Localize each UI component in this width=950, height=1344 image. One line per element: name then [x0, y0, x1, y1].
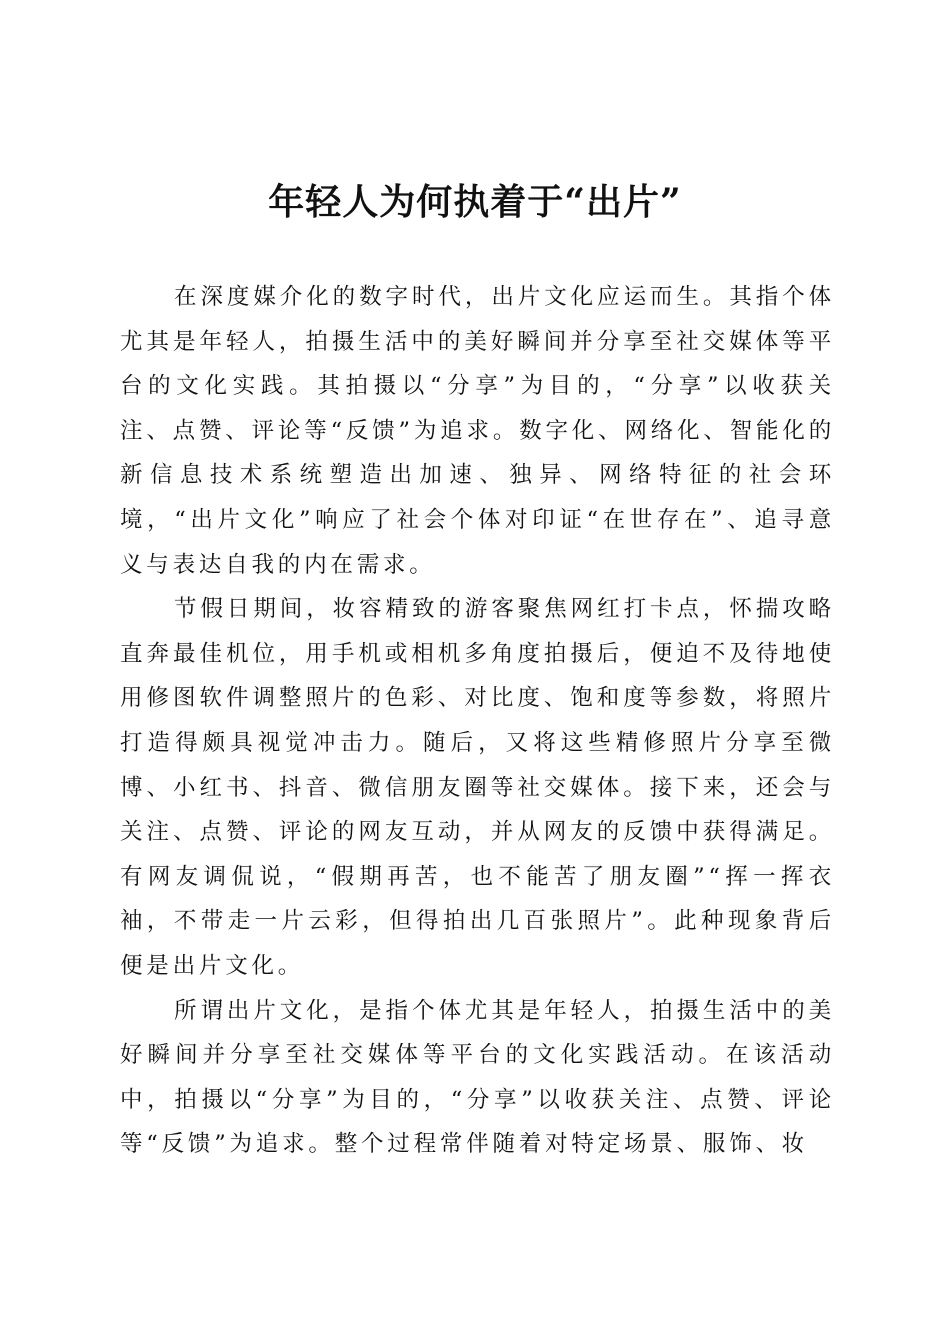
- article-title: 年轻人为何执着于“出片”: [268, 181, 682, 223]
- paragraph-1: 在深度媒介化的数字时代，出片文化应运而生。其指个体尤其是年轻人，拍摄生活中的美好瞬间并分享至社交媒体等平台的文化实践。其拍摄以“分享”为目的，“分享”以收获关注、点赞、评论等“反馈”为追求。数字化、网络化、智能化的新信息技术系统塑造出加速、独异、网络特征的社会环境，“出片文化”响应了社会个体对印证“在世存在”、追寻意义与表达自我的内在需求。: [120, 284, 835, 578]
- article-body: [120, 275, 835, 1167]
- paragraph-2: 节假日期间，妆容精致的游客聚焦网红打卡点，怀揣攻略直奔最佳机位，用手机或相机多角度拍摄后，便迫不及待地使用修图软件调整照片的色彩、对比度、饱和度等参数，将照片打造得颇具视觉冲击力。随后，又将这些精修照片分享至微博、小红书、抖音、微信朋友圈等社交媒体。接下来，还会与关注、点赞、评论的网友互动，并从网友的反馈中获得满足。有网友调侃说，“假期再苦，也不能苦了朋友圈”“挥一挥衣袖，不带走一片云彩，但得拍出几百张照片”。此种现象背后便是出片文化。: [120, 596, 835, 979]
- paragraph-3: 所谓出片文化，是指个体尤其是年轻人，拍摄生活中的美好瞬间并分享至社交媒体等平台的文化实践活动。在该活动中，拍摄以“分享”为目的，“分享”以收获关注、点赞、评论等“反馈”为追求。整个过程常伴随着对特定场景、服饰、妆: [120, 997, 835, 1158]
